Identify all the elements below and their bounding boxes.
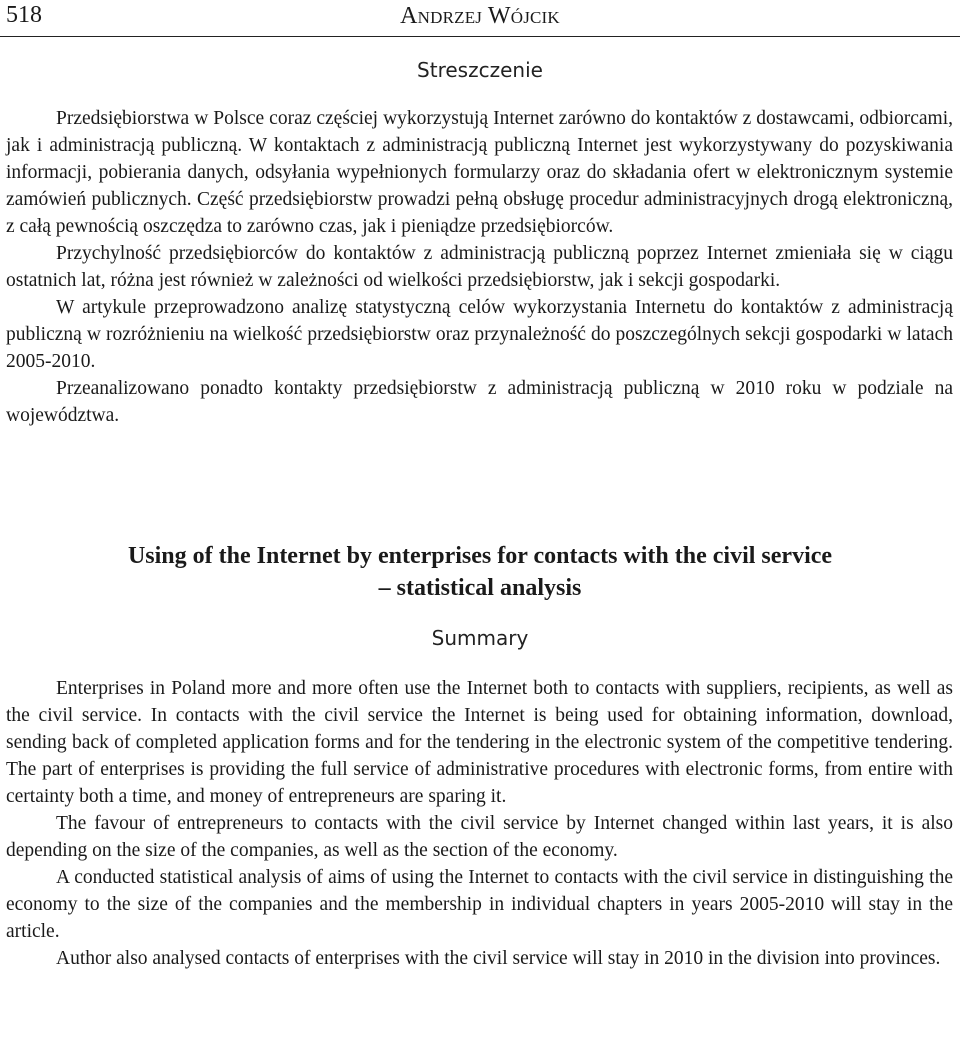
polish-paragraph: Przeanalizowano ponadto kontakty przedsiębiorstw z administracją publiczną w 2010 roku w podziale na województwa. [6,378,953,426]
english-paragraph: Enterprises in Poland more and more often use the Internet both to contacts with suppliers, recipients, as well as the civil service. In contacts with the civil service the Internet is being used for obtaining information, download, sending back of completed application forms and for the tendering in the electronic system of the competitive tendering. The part of enterprises is providing the full service of administrative procedures with electronic forms, from entire with certainty both a time, and money of entrepreneurs are sparing it. [6,678,953,807]
english-title-line-2: – statistical analysis [378,575,582,601]
english-paragraph: Author also analysed contacts of enterprises with the civil service will stay in 2010 in the division into provinces. [56,948,941,969]
running-header [0,0,960,37]
english-summary-body [6,675,953,972]
english-paragraph: The favour of entrepreneurs to contacts with the civil service by Internet changed within last years, it is also depending on the size of the companies, as well as the section of the economy. [6,813,953,861]
polish-abstract-body [6,105,953,429]
polish-paragraph: Przedsiębiorstwa w Polsce coraz częściej wykorzystują Internet zarówno do kontaktów z dostawcami, odbiorcami, jak i administracją publiczną. W kontaktach z administracją publiczną Internet jest wykorzystywany do pozyskiwania informacji, pobierania danych, odsyłania wypełnionych formularzy oraz do składania ofert w elektronicznym systemie zamówień publicznych. Część przedsiębiorstw prowadzi pełną obsługę procedur administracyjnych drogą elektroniczną, z całą pewnością oszczędza to zarówno czas, jak i pieniądze przedsiębiorców. [6,108,953,237]
english-paragraph: A conducted statistical analysis of aims of using the Internet to contacts with the civil service in distinguishing the economy to the size of the companies and the membership in individual chapters in years 2005-2010 will stay in the article. [6,867,953,942]
polish-paragraph: W artykule przeprowadzono analizę statystyczną celów wykorzystania Internetu do kontaktów z administracją publiczną w rozróżnieniu na wielkość przedsiębiorstw oraz przynależność do poszczególnych sekcji gospodarki w latach 2005-2010. [6,297,953,372]
english-title-line-1: Using of the Internet by enterprises for contacts with the civil service [127,543,833,569]
polish-paragraph: Przychylność przedsiębiorców do kontaktów z administracją publiczną poprzez Internet zmieniała się w ciągu ostatnich lat, różna jest również w zależności od wielkości przedsiębiorstw, jak i sekcji gospodarki. [6,243,953,291]
english-summary-heading: Summary [431,626,529,650]
english-title [0,540,960,604]
polish-abstract-heading: Streszczenie [417,58,543,82]
running-header-author: Andrzej Wójcik [400,3,560,29]
page-number: 518 [6,2,42,28]
